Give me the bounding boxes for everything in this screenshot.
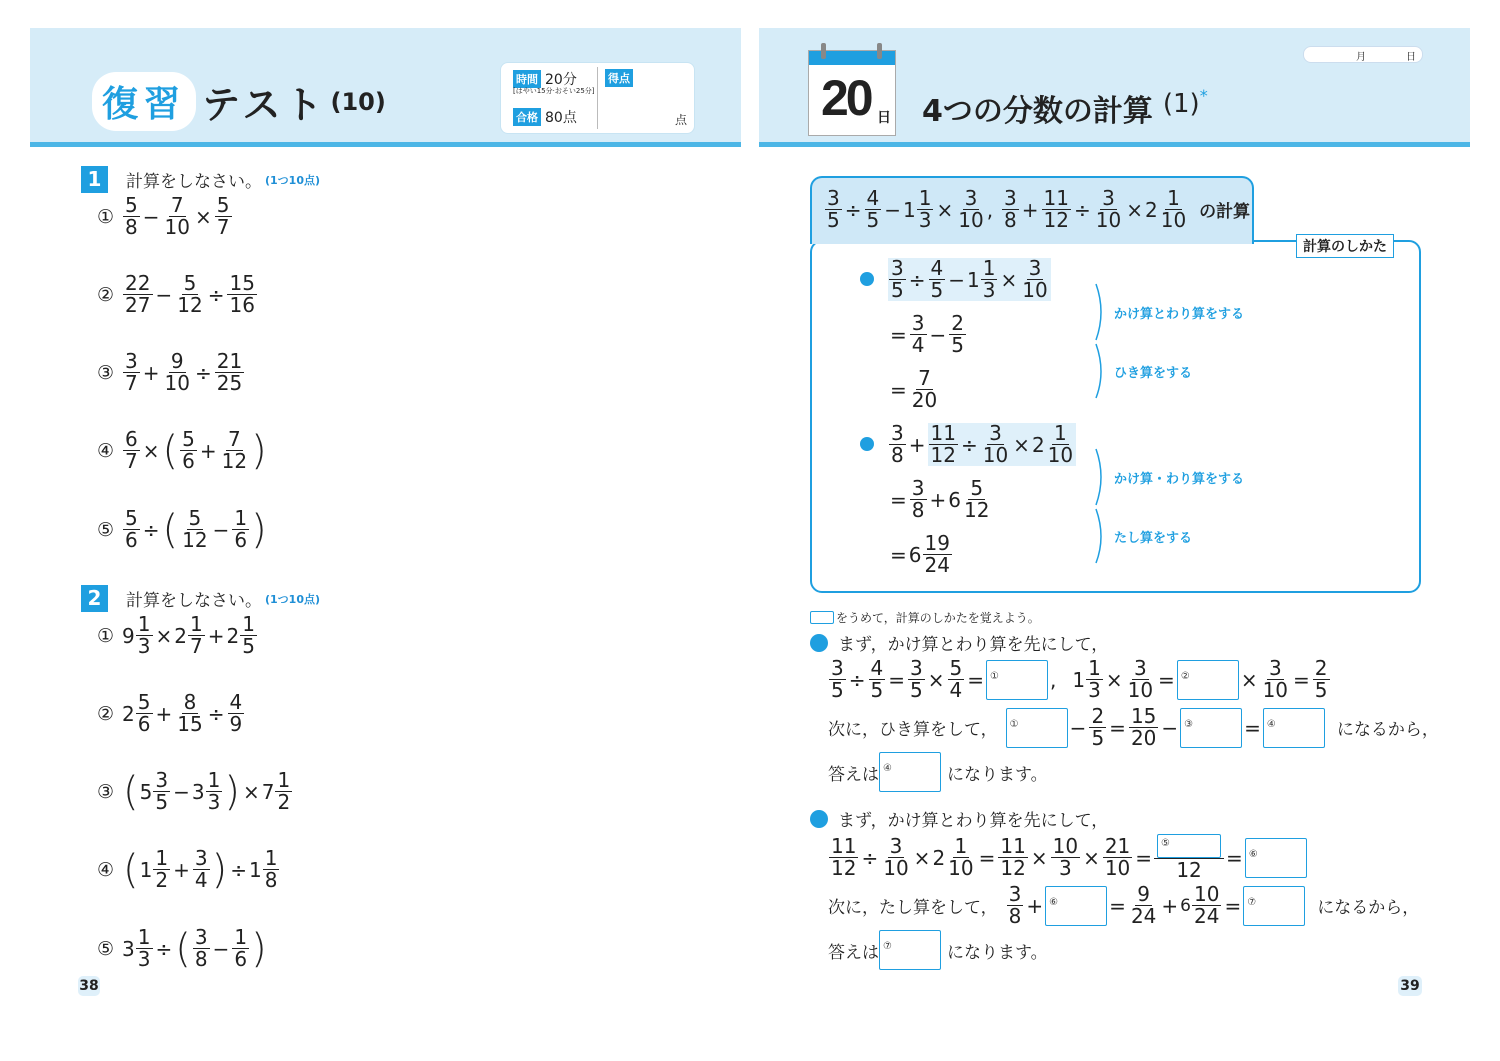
practice-2-equation-1: $\frac{11}{12}$ ÷ $\frac{3}{10}$ × 2 $\frac{1}{10}$ = $\frac{11}{12}$ × $\frac{10}{3}$ × $\frac{21}{10}$ = ⑤ 12 = ⑥ [828,834,1307,881]
time-label: 時間 [513,70,541,88]
circled-3: ③ [97,361,115,384]
practice-2-marker [810,810,828,828]
title-kanji: 復習 [92,72,196,131]
lesson-title [922,86,1208,130]
answer-box-6[interactable]: ⑥ [1245,838,1307,878]
step-1-b: ひき算をする [1114,366,1193,381]
q2-problem-4: ④ ( 1 $\frac{1}{2}$ + $\frac{3}{4}$ ) ÷ 1 $\frac{1}{8}$ [97,846,278,893]
answer-box-7b[interactable]: ⑦ [879,930,941,970]
answer-box-7[interactable]: ⑦ [1243,886,1305,926]
q1-problem-3: ③ $\frac{3}{7}$ + $\frac{9}{10}$ ÷ $\frac{21}{25}$ [97,349,243,395]
example-2-expression: $\frac{3}{8}$ + $\frac{11}{12}$ ÷ $\frac{3}{10}$ × 2 $\frac{1}{10}$ [888,423,1076,466]
lesson-title-text: 4つの分数の計算 [922,94,1153,129]
q1-problem-5: ⑤ $\frac{5}{6}$ ÷ ( $\frac{5}{12}$ − $\frac{1}{6}$ ) [97,506,267,553]
answer-box-1b[interactable]: ① [1006,708,1068,748]
step-2-a: かけ算・わり算をする [1114,472,1245,487]
example-1-bracket [1092,282,1112,402]
pass-label: 合格 [513,108,541,126]
question-1-points: (1つ10点) [265,173,321,187]
score-unit: 点 [675,113,688,127]
question-2-number: 2 [81,585,108,612]
question-1-text: 計算をしなさい。 [126,172,262,192]
day-number: 20 [821,70,871,126]
answer-box-2[interactable]: ② [1177,660,1239,700]
circled-4: ④ [97,858,115,881]
example-1-marker [860,272,874,286]
q2-problem-3: ③ ( 5 $\frac{3}{5}$ − 3 $\frac{1}{3}$ ) × 7 $\frac{1}{2}$ [97,768,291,815]
practice-2-line-1: まず，かけ算とわり算を先にして， [810,806,1108,831]
right-header-line [759,142,1470,147]
circled-2: ② [97,702,115,725]
lesson-title-star: * [1199,86,1208,105]
day-unit: 日 [877,110,891,126]
step-1-a: かけ算とわり算をする [1114,307,1245,322]
time-value: 20分 [545,72,577,88]
question-1-number: 1 [81,166,108,193]
circled-5: ⑤ [97,518,115,541]
q1-problem-4: ④ $\frac{6}{7}$ × ( $\frac{5}{6}$ + $\frac{7}{12}$ ) [97,427,267,474]
example-1-expression: $\frac{3}{5}$ ÷ $\frac{4}{5}$ − 1 $\frac{1}{3}$ × $\frac{3}{10}$ [888,258,1051,301]
answer-box-4b[interactable]: ④ [879,752,941,792]
answer-box-5[interactable]: ⑤ [1157,834,1221,858]
instruction-box-icon [810,611,834,624]
question-2-points: (1つ10点) [265,592,321,606]
calendar-day-badge [808,50,896,136]
question-1-heading [81,166,320,193]
answer-box-3[interactable]: ③ [1180,708,1242,748]
example-2-step-1: = $\frac{3}{8}$ + 6 $\frac{5}{12}$ [890,476,990,522]
practice-2-line-2: 次に，たし算をして， $\frac{3}{8}$ + ⑥ = $\frac{9}{24}$ + 6 $\frac{10}{24}$ = ⑦ になるから， [828,882,1420,928]
example-2-step-2: = 6 $\frac{19}{24}$ [890,531,950,577]
left-page-number: 38 [79,978,99,994]
header-suffix: の計算 [1199,202,1251,222]
question-2-text: 計算をしなさい。 [126,591,262,611]
score-label: 得点 [605,69,633,87]
practice-1-line-3: 答えは ④ になります。 [828,752,1048,792]
q2-problem-2: ② 2 $\frac{5}{6}$ + $\frac{8}{15}$ ÷ $\frac{4}{9}$ [97,690,243,736]
time-score-box [500,62,695,134]
practice-1-equation-1: $\frac{3}{5}$ ÷ $\frac{4}{5}$ = $\frac{3}{5}$ × $\frac{5}{4}$ = ① , 1 $\frac{1}{3}$ × $\frac{3}{10}$ = ② × $\frac{3}{10}$ = $\frac{2}{5}$ [831,656,1328,702]
circled-1: ① [97,205,115,228]
instruction-text: をうめて，計算のしかたを覚えよう。 [836,611,1040,625]
q2-problem-5: ⑤ 3 $\frac{1}{3}$ ÷ ( $\frac{3}{8}$ − $\frac{1}{6}$ ) [97,925,267,972]
answer-box-4[interactable]: ④ [1263,708,1325,748]
circled-4: ④ [97,439,115,462]
left-header-line [30,142,741,147]
circled-1: ① [97,624,115,647]
time-note: [はやい15分·おそい25分] [513,87,595,95]
date-field[interactable] [1303,46,1423,63]
circled-5: ⑤ [97,937,115,960]
method-tag: 計算のしかた [1296,234,1394,258]
month-label: 月 [1356,52,1366,63]
circled-2: ② [97,283,115,306]
practice-1-line-1: まず，かけ算とわり算を先にして， [810,630,1108,655]
practice-1-marker [810,634,828,652]
title-number: (10) [330,87,386,116]
title-kana: テスト [202,83,327,127]
question-2-heading [81,585,320,612]
q1-problem-2: ② $\frac{22}{27}$ − $\frac{5}{12}$ ÷ $\frac{15}{16}$ [97,271,255,317]
date-label: 日 [1406,52,1416,63]
example-1-step-1: = $\frac{3}{4}$ − $\frac{2}{5}$ [890,311,964,357]
example-2-bracket [1092,447,1112,567]
pass-value: 80点 [545,110,577,126]
answer-box-6b[interactable]: ⑥ [1045,886,1107,926]
q2-problem-1: ① 9 $\frac{1}{3}$ × 2 $\frac{1}{7}$ + 2 $\frac{1}{5}$ [97,612,255,658]
right-page-number: 39 [1398,976,1422,996]
practice-2-line-3: 答えは ⑦ になります。 [828,930,1048,970]
instruction [810,609,1040,626]
answer-box-1[interactable]: ① [986,660,1048,700]
q1-problem-1: ① $\frac{5}{8}$ − $\frac{7}{10}$ × $\frac{5}{7}$ [97,193,230,239]
step-2-b: たし算をする [1114,531,1193,546]
review-test-title [92,72,386,131]
lesson-title-number: (1) [1162,89,1200,119]
method-header: $\frac{3}{5}$ ÷ $\frac{4}{5}$ − 1 $\frac{1}{3}$ × $\frac{3}{10}$ , $\frac{3}{8}$ + $\frac{11}{12}$ ÷ $\frac{3}{10}$ × 2 $\frac{1}{10}$ の計算 [810,176,1254,244]
practice-1-line-2: 次に，ひき算をして， ① − $\frac{2}{5}$ = $\frac{15}{20}$ − ③ = ④ になるから， [828,704,1439,750]
example-2-marker [860,437,874,451]
example-1-step-2: = $\frac{7}{20}$ [890,366,938,412]
circled-3: ③ [97,780,115,803]
